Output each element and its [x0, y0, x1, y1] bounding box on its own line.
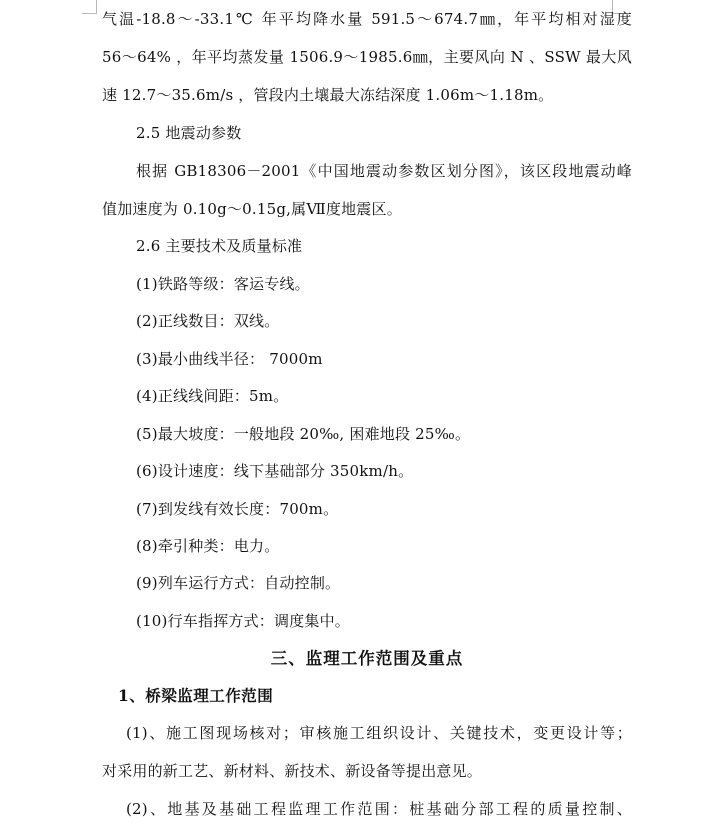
standard-item-8: (8)牵引种类：电力。	[136, 537, 280, 555]
margin-corner-mark-left	[82, 0, 97, 14]
standard-item-7: (7)到发线有效长度：700m。	[136, 500, 339, 518]
bridge-item-2-line-1: (2)、地基及基础工程监理工作范围：桩基础分部工程的质量控制、	[126, 800, 632, 818]
standard-item-5: (5)最大坡度：一般地段 20‰, 困难地段 25‰。	[136, 425, 471, 443]
standard-item-3: (3)最小曲线半径： 7000m	[136, 350, 323, 368]
section-2-5-heading: 2.5 地震动参数	[136, 124, 242, 142]
climate-line-3: 速 12.7～35.6m/s ，管段内土壤最大冻结深度 1.06m～1.18m。	[102, 86, 554, 104]
standard-item-4: (4)正线线间距：5m。	[136, 387, 289, 405]
bridge-item-1-line-1: (1)、施工图现场核对；审核施工组织设计、关键技术，变更设计等；	[126, 724, 632, 742]
section-2-6-heading: 2.6 主要技术及质量标准	[136, 237, 303, 255]
climate-line-2: 56～64% ，年平均蒸发量 1506.9～1985.6㎜，主要风向 N 、SSW 最大风	[102, 48, 632, 66]
bridge-item-1-line-2: 对采用的新工艺、新材料、新技术、新设备等提出意见。	[102, 762, 483, 780]
standard-item-10: (10)行车指挥方式：调度集中。	[136, 612, 350, 630]
standard-item-1: (1)铁路等级：客运专线。	[136, 275, 310, 293]
seismic-line-1: 根据 GB18306－2001《中国地震动参数区划分图》，该区段地震动峰	[136, 162, 632, 180]
seismic-line-2: 值加速度为 0.10g～0.15g,属Ⅶ度地震区。	[102, 200, 402, 218]
standard-item-6: (6)设计速度：线下基础部分 350km/h。	[136, 462, 414, 480]
standard-item-2: (2)正线数目：双线。	[136, 312, 280, 330]
chapter-3-title: 三、监理工作范围及重点	[270, 649, 464, 668]
bridge-scope-subheading: 1、桥梁监理工作范围	[118, 686, 274, 705]
climate-line-1: 气温-18.8～-33.1℃ 年平均降水量 591.5～674.7㎜，年平均相对湿度	[102, 10, 632, 28]
standard-item-9: (9)列车运行方式：自动控制。	[136, 574, 341, 592]
